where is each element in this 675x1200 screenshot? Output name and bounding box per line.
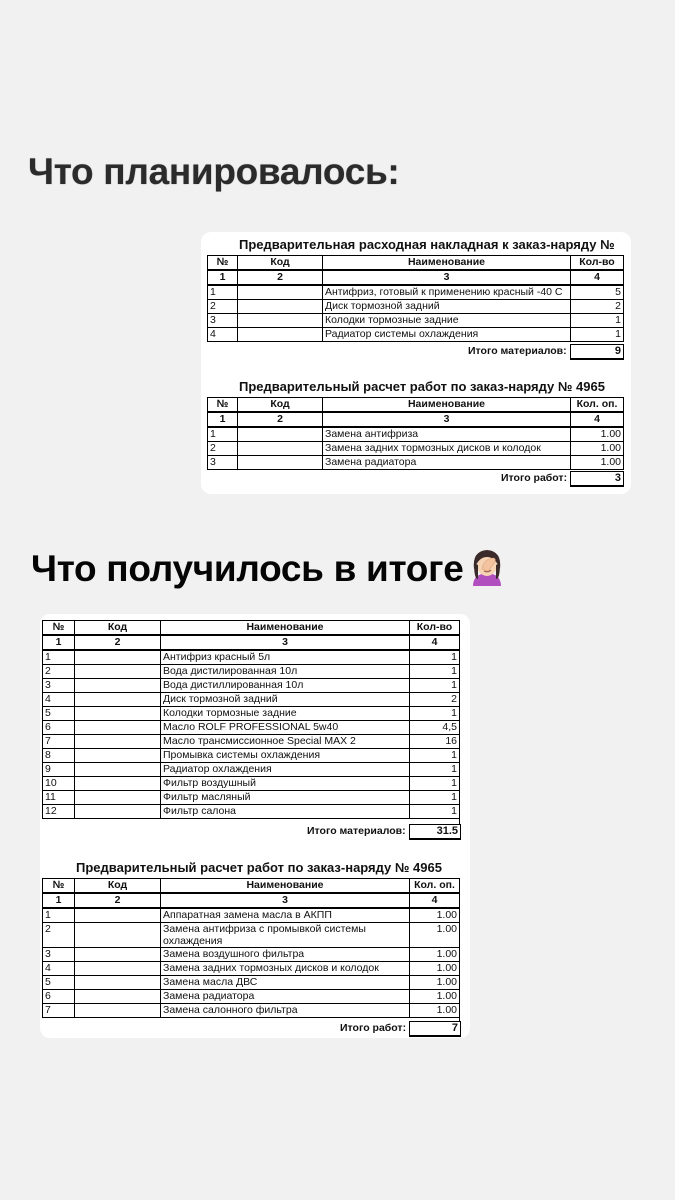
row-qty-cell: 1.00 xyxy=(410,923,460,948)
row-name-cell: Диск тормозной задний xyxy=(161,693,410,707)
table-row xyxy=(43,805,460,819)
row-name-cell: Фильтр воздушный xyxy=(161,777,410,791)
row-code-cell xyxy=(75,805,161,819)
row-qty-cell: 1.00 xyxy=(410,976,460,990)
result-materials-total-value: 31.5 xyxy=(409,824,461,840)
index-cell: 2 xyxy=(238,270,323,285)
row-code-cell xyxy=(75,962,161,976)
table-row xyxy=(43,976,460,990)
row-name-cell: Фильтр масляный xyxy=(161,791,410,805)
row-code-cell xyxy=(75,791,161,805)
table-row xyxy=(43,749,460,763)
col-code-header: Код xyxy=(75,879,161,894)
row-number-cell: 10 xyxy=(43,777,75,791)
row-name-cell: Вода дистиллированная 10л xyxy=(161,679,410,693)
col-name-header: Наименование xyxy=(161,621,410,636)
col-num-header: № xyxy=(208,398,238,413)
col-qty-header: Кол. оп. xyxy=(410,879,460,894)
row-qty-cell: 1 xyxy=(571,328,624,342)
row-code-cell xyxy=(238,427,323,442)
row-qty-cell: 1 xyxy=(410,679,460,693)
table-row xyxy=(208,300,624,314)
row-number-cell: 3 xyxy=(43,679,75,693)
row-name-cell: Замена радиатора xyxy=(161,990,410,1004)
row-code-cell xyxy=(75,990,161,1004)
table-row xyxy=(43,948,460,962)
row-code-cell xyxy=(75,923,161,948)
row-code-cell xyxy=(75,763,161,777)
row-name-cell: Колодки тормозные задние xyxy=(161,707,410,721)
col-name-header: Наименование xyxy=(323,398,571,413)
row-number-cell: 8 xyxy=(43,749,75,763)
table-row xyxy=(43,923,460,948)
table-index-row xyxy=(208,270,624,285)
table-row xyxy=(208,328,624,342)
index-cell: 2 xyxy=(75,635,161,650)
row-qty-cell: 1.00 xyxy=(571,442,624,456)
planned-works-title: Предварительный расчет работ по заказ-наряду № 4965 xyxy=(239,379,605,394)
row-name-cell: Антифриз, готовый к применению красный -40 С xyxy=(323,285,571,300)
planned-materials-title: Предварительная расходная накладная к заказ-наряду № xyxy=(239,237,615,252)
index-cell: 3 xyxy=(161,893,410,908)
col-code-header: Код xyxy=(238,398,323,413)
row-number-cell: 5 xyxy=(43,976,75,990)
row-number-cell: 7 xyxy=(43,1004,75,1018)
table-row xyxy=(43,777,460,791)
col-num-header: № xyxy=(43,879,75,894)
col-qty-header: Кол-во xyxy=(571,256,624,271)
row-number-cell: 5 xyxy=(43,707,75,721)
table-row xyxy=(43,962,460,976)
row-name-cell: Замена салонного фильтра xyxy=(161,1004,410,1018)
index-cell: 1 xyxy=(208,270,238,285)
table-header-row xyxy=(208,398,624,413)
row-name-cell: Замена антифриза xyxy=(323,427,571,442)
row-name-cell: Масло ROLF PROFESSIONAL 5w40 xyxy=(161,721,410,735)
row-number-cell: 2 xyxy=(43,665,75,679)
result-document-card xyxy=(40,614,470,1038)
row-qty-cell: 1 xyxy=(410,707,460,721)
col-num-header: № xyxy=(43,621,75,636)
row-code-cell xyxy=(238,456,323,470)
row-number-cell: 12 xyxy=(43,805,75,819)
table-index-row xyxy=(43,635,460,650)
row-qty-cell: 1.00 xyxy=(410,1004,460,1018)
row-number-cell: 3 xyxy=(43,948,75,962)
row-number-cell: 1 xyxy=(208,427,238,442)
row-name-cell: Вода дистилированная 10л xyxy=(161,665,410,679)
row-code-cell xyxy=(75,1004,161,1018)
row-qty-cell: 5 xyxy=(571,285,624,300)
col-name-header: Наименование xyxy=(161,879,410,894)
table-row xyxy=(43,908,460,923)
result-works-total-label: Итого работ: xyxy=(340,1022,407,1034)
cropped-column-edge xyxy=(459,620,466,838)
planned-materials-total-value: 9 xyxy=(570,344,624,360)
row-code-cell xyxy=(75,679,161,693)
row-number-cell: 9 xyxy=(43,763,75,777)
result-materials-table xyxy=(42,620,460,819)
row-qty-cell: 2 xyxy=(410,693,460,707)
col-qty-header: Кол-во xyxy=(410,621,460,636)
table-row xyxy=(43,707,460,721)
planned-works-table xyxy=(207,397,624,470)
row-number-cell: 4 xyxy=(208,328,238,342)
result-works-title: Предварительный расчет работ по заказ-наряду № 4965 xyxy=(76,860,442,875)
row-qty-cell: 1 xyxy=(410,665,460,679)
table-index-row xyxy=(43,893,460,908)
row-name-cell: Промывка системы охлаждения xyxy=(161,749,410,763)
row-name-cell: Фильтр салона xyxy=(161,805,410,819)
table-row xyxy=(208,314,624,328)
table-row xyxy=(208,456,624,470)
table-row xyxy=(43,735,460,749)
row-qty-cell: 4,5 xyxy=(410,721,460,735)
row-code-cell xyxy=(238,314,323,328)
row-qty-cell: 1 xyxy=(410,777,460,791)
row-code-cell xyxy=(75,721,161,735)
table-row xyxy=(43,763,460,777)
table-row xyxy=(43,679,460,693)
table-header-row xyxy=(43,879,460,894)
row-number-cell: 1 xyxy=(43,650,75,665)
table-header-row xyxy=(43,621,460,636)
planned-document-card xyxy=(201,232,631,494)
result-materials-total-label: Итого материалов: xyxy=(307,825,406,837)
row-code-cell xyxy=(75,749,161,763)
row-code-cell xyxy=(75,707,161,721)
row-number-cell: 4 xyxy=(43,962,75,976)
row-qty-cell: 1.00 xyxy=(571,427,624,442)
row-name-cell: Колодки тормозные задние xyxy=(323,314,571,328)
row-name-cell: Замена радиатора xyxy=(323,456,571,470)
row-qty-cell: 1 xyxy=(410,805,460,819)
row-code-cell xyxy=(238,285,323,300)
row-qty-cell: 1 xyxy=(410,749,460,763)
row-name-cell: Замена задних тормозных дисков и колодок xyxy=(161,962,410,976)
row-qty-cell: 2 xyxy=(571,300,624,314)
row-qty-cell: 1.00 xyxy=(410,962,460,976)
index-cell: 1 xyxy=(43,893,75,908)
col-name-header: Наименование xyxy=(323,256,571,271)
col-code-header: Код xyxy=(75,621,161,636)
row-name-cell: Замена воздушного фильтра xyxy=(161,948,410,962)
row-code-cell xyxy=(75,650,161,665)
row-name-cell: Аппаратная замена масла в АКПП xyxy=(161,908,410,923)
index-cell: 1 xyxy=(43,635,75,650)
row-qty-cell: 1.00 xyxy=(410,948,460,962)
row-qty-cell: 1.00 xyxy=(571,456,624,470)
row-name-cell: Замена антифриза с промывкой системы охлаждения xyxy=(161,923,410,948)
index-cell: 4 xyxy=(571,412,624,427)
row-qty-cell: 1.00 xyxy=(410,990,460,1004)
col-code-header: Код xyxy=(238,256,323,271)
row-number-cell: 6 xyxy=(43,990,75,1004)
index-cell: 4 xyxy=(571,270,624,285)
planned-materials-table xyxy=(207,255,624,342)
index-cell: 2 xyxy=(75,893,161,908)
heading-planned: Что планировалось: xyxy=(28,151,400,192)
table-row xyxy=(208,442,624,456)
row-qty-cell: 1 xyxy=(410,763,460,777)
table-row xyxy=(43,990,460,1004)
table-row xyxy=(208,427,624,442)
row-code-cell xyxy=(75,777,161,791)
row-qty-cell: 1 xyxy=(410,791,460,805)
row-name-cell: Замена задних тормозных дисков и колодок xyxy=(323,442,571,456)
row-qty-cell: 1.00 xyxy=(410,908,460,923)
row-name-cell: Радиатор охлаждения xyxy=(161,763,410,777)
table-header-row xyxy=(208,256,624,271)
result-works-total-value: 7 xyxy=(409,1021,461,1037)
planned-works-total-label: Итого работ: xyxy=(501,472,568,484)
row-name-cell: Диск тормозной задний xyxy=(323,300,571,314)
row-code-cell xyxy=(75,948,161,962)
row-number-cell: 2 xyxy=(43,923,75,948)
index-cell: 4 xyxy=(410,635,460,650)
index-cell: 3 xyxy=(161,635,410,650)
row-code-cell xyxy=(75,693,161,707)
heading-result-text: Что получилось в итоге xyxy=(31,548,464,589)
row-name-cell: Антифриз красный 5л xyxy=(161,650,410,665)
row-number-cell: 7 xyxy=(43,735,75,749)
row-number-cell: 1 xyxy=(43,908,75,923)
row-number-cell: 6 xyxy=(43,721,75,735)
row-number-cell: 2 xyxy=(208,442,238,456)
row-name-cell: Масло трансмиссионное Special MAX 2 xyxy=(161,735,410,749)
row-qty-cell: 1 xyxy=(571,314,624,328)
table-row xyxy=(43,791,460,805)
row-code-cell xyxy=(75,976,161,990)
index-cell: 1 xyxy=(208,412,238,427)
heading-result xyxy=(31,545,508,591)
table-row xyxy=(43,693,460,707)
index-cell: 3 xyxy=(323,412,571,427)
table-index-row xyxy=(208,412,624,427)
row-number-cell: 3 xyxy=(208,314,238,328)
index-cell: 4 xyxy=(410,893,460,908)
table-row xyxy=(208,285,624,300)
index-cell: 2 xyxy=(238,412,323,427)
row-code-cell xyxy=(238,328,323,342)
row-number-cell: 11 xyxy=(43,791,75,805)
row-qty-cell: 1 xyxy=(410,650,460,665)
table-row xyxy=(43,650,460,665)
planned-materials-total-label: Итого материалов: xyxy=(468,345,567,357)
cropped-column-edge xyxy=(459,878,466,1022)
row-name-cell: Замена масла ДВС xyxy=(161,976,410,990)
col-num-header: № xyxy=(208,256,238,271)
col-qty-header: Кол. оп. xyxy=(571,398,624,413)
row-number-cell: 1 xyxy=(208,285,238,300)
row-code-cell xyxy=(75,735,161,749)
row-code-cell xyxy=(75,908,161,923)
row-qty-cell: 16 xyxy=(410,735,460,749)
row-number-cell: 3 xyxy=(208,456,238,470)
row-number-cell: 2 xyxy=(208,300,238,314)
row-code-cell xyxy=(75,665,161,679)
table-row xyxy=(43,665,460,679)
row-name-cell: Радиатор системы охлаждения xyxy=(323,328,571,342)
planned-works-total-value: 3 xyxy=(570,471,624,487)
index-cell: 3 xyxy=(323,270,571,285)
woman-facepalming-icon xyxy=(466,545,508,587)
result-works-table xyxy=(42,878,460,1018)
row-code-cell xyxy=(238,300,323,314)
table-row xyxy=(43,721,460,735)
table-row xyxy=(43,1004,460,1018)
row-code-cell xyxy=(238,442,323,456)
row-number-cell: 4 xyxy=(43,693,75,707)
